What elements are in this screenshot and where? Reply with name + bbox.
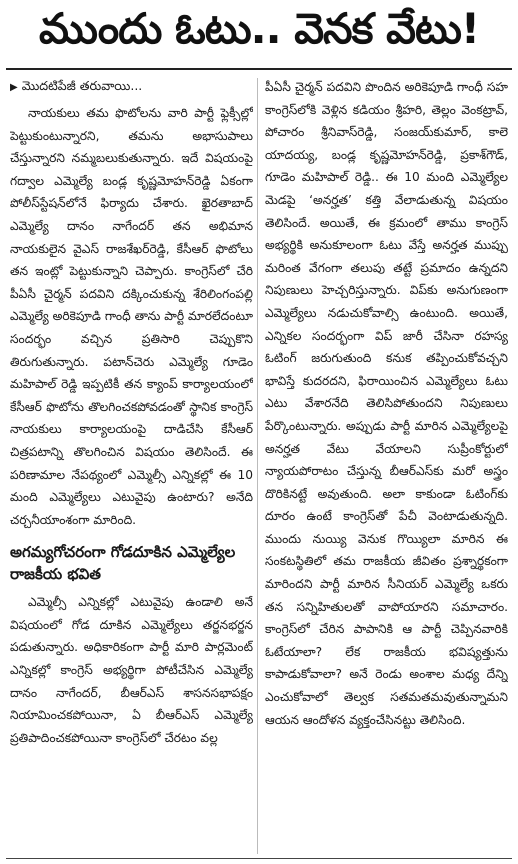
headline-rule [6, 68, 512, 70]
arrow-icon: ▶ [10, 82, 18, 93]
bottom-rule [6, 858, 512, 859]
right-paragraph-1: పీఏసీ చైర్మన్ పదవిని పొందిన అరికెపూడి గాంధీ సహ కాంగ్రెస్‌లోకి వెళ్లిన కడియం శ్రీహరి, తెల్లం వెంకట్రావ్, పోచారం శ్రీనివాస్‌రెడ్డి, సంజయ్‌కుమార్, కాలె యాదయ్య, బండ్ల కృష్ణమోహన్‌రెడ్డి, ప్రకాశ్‌గౌడ్, గూడెం మహిపాల్ రెడ్డి.. ఈ 10 మంది ఎమ్మెల్యేల మెడపై ‘అనర్హత’ కత్తి వేలాడుతున్న విషయం తెలిసిందే. అయితే, ఈ క్రమంలో తాము కాంగ్రెస్ అభ్యర్థికి అనుకూలంగా ఓటు వేస్తే అనర్హత ముప్పు మరింత వేగంగా తలుపు తట్టే ప్రమాదం ఉన్నదని నిపుణులు హెచ్చరిస్తున్నారు. విప్‌కు అనుగుణంగా ఎమ్మెల్యేలు నడుచుకోవాల్సి ఉంటుంది. అయితే, ఎన్నికల సందర్భంగా విప్ జారీ చేసినా రహస్య ఓటింగ్ జరుగుతుంది కనుక తప్పించుకోవచ్చని భావిస్తే కుదరదని, ఫిరాయించిన ఎమ్మెల్యేలు ఓటు ఎటు వేశారనేది తెలిసిపోతుందని నిపుణులు పేర్కొంటున్నారు. అప్పుడు పార్టీ మారిన ఎమ్మెల్యేలపై అనర్హత వేటు వేయాలని సుప్రీంకోర్టులో న్యాయపోరాటం చేస్తున్న బీఆర్‌ఎస్‌కు మరో అస్త్రం దొరికినట్టే అవుతుంది. అలా కాకుండా ఓటింగ్‌కు దూరం ఉంటే కాంగ్రెస్‌తో పేచీ వెంటాడుతున్నది. ముందు నుయ్యి వెనుక గొయ్యిలా మారిన ఈ సంకటస్థితిలో తమ రాజకీయ జీవితం ప్రశ్నార్థకంగా మారిందని పార్టీ మారిన సీనియర్ ఎమ్మెల్యే ఒకరు తన సన్నిహితులతో వాపోయారని సమాచారం. కాంగ్రెస్‌లో చేరిన పాపానికి ఆ పార్టీ చెప్పినవారికి ఓటేయాలా? లేక రాజకీయ భవిష్యత్తును కాపాడుకోవాలా? అనే రెండు అంశాల మధ్య దేన్ని ఎంచుకోవాలో తెల్వక సతమతమవుతున్నామని ఆయన ఆందోళన వ్యక్తంచేసినట్టు తెలిసింది. [265, 80, 508, 727]
kicker-text: మొదటిపేజీ తరువాయి... [21, 78, 143, 93]
left-column [10, 76, 253, 858]
left-paragraph-1: నాయకులు తమ ఫొటోలను వారి పార్టీ ఫ్లెక్సీల్లో పెట్టుకుంటున్నారని, తమను అభాసుపాలు చేస్తున్నారని నమ్మబలుకుతున్నారు. ఇదే విషయంపై గద్వాల ఎమ్మెల్యే బండ్ల కృష్ణమోహన్‌రెడ్డి ఏకంగా పోలీస్‌స్టేషన్‌లోనే ఫిర్యాదు చేశారు. ఖైరతాబాద్ ఎమ్మెల్యే దానం నాగేందర్ తన అభిమాన నాయకులైన వైఎస్ రాజశేఖర్‌రెడ్డి, కేసీఆర్ ఫొటోలు తన ఇంట్లో పెట్టుకున్నాని చెప్పారు. కాంగ్రెస్‌లో చేరి పీఏసీ చైర్మన్ పదవిని దక్కించుకున్న శేరిలింగంపల్లి ఎమ్మెల్యే అరికెపూడి గాంధీ తాను పార్టీ మారలేదంటూ సందర్భం వచ్చిన ప్రతిసారి చెప్పుకొని తిరుగుతున్నారు. పటాన్‌చెరు ఎమ్మెల్యే గూడెం మహిపాల్ రెడ్డి ఇప్పటికీ తన క్యాంప్ కార్యాలయంలో కేసీఆర్ ఫొటోను తొలగించకపోవడంతో స్థానిక కాంగ్రెస్ నాయకులు కార్యాలయంపై దాడిచేసి కేసీఆర్ చిత్రపటాన్ని తొలగించిన విషయం తెలిసిందే. ఈ పరిణామాల నేపథ్యంలో ఎమ్మెల్సీ ఎన్నికల్లో ఈ 10 మంది ఎమ్మెల్యేలు ఎటువైపు ఉంటారు? అనేది చర్చనీయాంశంగా మారింది. [10, 106, 253, 527]
article-columns [10, 76, 508, 858]
right-column [265, 76, 508, 858]
subheading: అగమ్యగోచరంగా గోడదూకిన ఎమ్మెల్యేల రాజకీయ భవిత [10, 543, 236, 584]
headline: ముందు ఓటు.. వెనక వేటు! [38, 4, 480, 53]
continuation-kicker [10, 76, 253, 98]
left-paragraph-2: ఎమ్మెల్సీ ఎన్నికల్లో ఎటువైపు ఉండాలి అనే విషయంలో గోడ దూకిన ఎమ్మెల్యేలు తర్జనభర్జన పడుతున్నారు. అధికారికంగా పార్టీ మారి పార్లమెంట్ ఎన్నికల్లో కాంగ్రెస్ అభ్యర్థిగా పోటీచేసిన ఎమ్మెల్యే దానం నాగేందర్, బీఆర్‌ఎస్ శాసనసభాపక్షం నియామించకపోయినా, ఏ బీఆర్‌ఎస్ ఎమ్మెల్యే ప్రతిపాదించకపోయినా కాంగ్రెస్‌లో చేరటం వల్ల [10, 595, 253, 745]
